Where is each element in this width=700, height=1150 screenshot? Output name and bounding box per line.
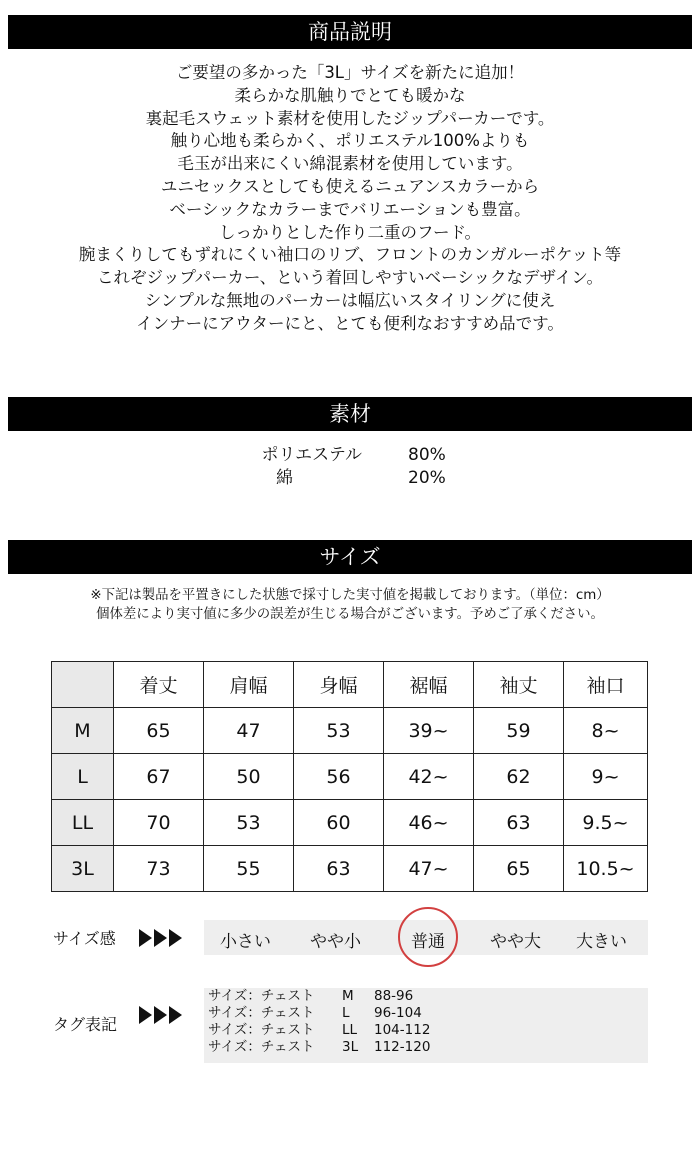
description-line: 裏起毛スウェット素材を使用したジップパーカーです。 — [145, 108, 555, 128]
fit-option: やや小 — [310, 932, 361, 952]
tag-label: タグ表記 — [53, 1015, 118, 1034]
tag-size: LL — [342, 1022, 358, 1038]
tag-prefix: サイズ：チェスト — [208, 1039, 315, 1055]
tag-line — [204, 1039, 648, 1056]
table-cell: 42~ — [384, 754, 474, 800]
selected-circle — [398, 907, 458, 967]
tag-line — [204, 988, 648, 1005]
row-size-label: 3L — [52, 846, 114, 892]
table-cell: 62 — [474, 754, 564, 800]
table-cell: 53 — [294, 708, 384, 754]
column-header: 袖口 — [564, 662, 648, 708]
table-cell: 70 — [114, 800, 204, 846]
table-cell: 55 — [204, 846, 294, 892]
tag-prefix: サイズ：チェスト — [208, 1022, 315, 1038]
column-header: 肩幅 — [204, 662, 294, 708]
table-row — [52, 754, 648, 800]
tag-box — [204, 988, 648, 1063]
table-cell: 65 — [114, 708, 204, 754]
triple-arrow-icon — [139, 929, 182, 947]
description-line: インナーにアウターにと、とても便利なおすすめ品です。 — [136, 313, 564, 333]
tag-size: M — [342, 988, 354, 1004]
table-cell: 50 — [204, 754, 294, 800]
tag-range: 96-104 — [374, 1005, 422, 1021]
size-note: ※下記は製品を平置きにした状態で採寸した実寸値を掲載しております。（単位：cm） — [90, 588, 610, 603]
arrow-right-icon — [169, 929, 182, 947]
table-cell: 9~ — [564, 754, 648, 800]
table-cell: 47 — [204, 708, 294, 754]
description-line: 柔らかな肌触りでとても暖かな — [234, 85, 466, 105]
size-table-corner — [52, 662, 114, 708]
size-note: 個体差により実寸値に多少の誤差が生じる場合がございます。予めご了承ください。 — [96, 607, 604, 622]
material-header: 素材 — [8, 397, 692, 431]
tag-prefix: サイズ：チェスト — [208, 1005, 315, 1021]
table-cell: 63 — [294, 846, 384, 892]
tag-line — [204, 1005, 648, 1022]
material-percent: 20% — [408, 468, 446, 488]
arrow-right-icon — [139, 929, 152, 947]
description-line: 触り心地も柔らかく、ポリエステル100%よりも — [170, 131, 530, 151]
material-name: ポリエステル — [261, 445, 362, 465]
arrow-right-icon — [154, 1006, 167, 1024]
table-row — [52, 800, 648, 846]
size-header: サイズ — [8, 540, 692, 574]
tag-range: 112-120 — [374, 1039, 431, 1055]
table-cell: 65 — [474, 846, 564, 892]
row-size-label: L — [52, 754, 114, 800]
table-cell: 73 — [114, 846, 204, 892]
table-cell: 59 — [474, 708, 564, 754]
table-cell: 10.5~ — [564, 846, 648, 892]
table-cell: 39~ — [384, 708, 474, 754]
tag-size: 3L — [342, 1039, 359, 1055]
description-line: ご要望の多かった「3L」サイズを新たに追加！ — [175, 63, 525, 82]
tag-line — [204, 1022, 648, 1039]
material-row — [0, 444, 700, 467]
table-cell: 47~ — [384, 846, 474, 892]
table-row — [52, 708, 648, 754]
fit-option-selected: 普通 — [411, 932, 445, 952]
description-line: しっかりとした作り二重のフード。 — [218, 222, 482, 242]
tag-prefix: サイズ：チェスト — [208, 988, 315, 1004]
description-line: 毛玉が出来にくい綿混素材を使用しています。 — [177, 154, 523, 174]
description-line: 腕まくりしてもずれにくい袖口のリブ、フロントのカンガルーポケット等 — [78, 245, 622, 265]
description-text — [0, 62, 700, 336]
arrow-right-icon — [139, 1006, 152, 1024]
triple-arrow-icon — [139, 1006, 182, 1024]
size-table-header-row — [52, 662, 648, 708]
table-cell: 46~ — [384, 800, 474, 846]
tag-range: 104-112 — [374, 1022, 431, 1038]
table-cell: 60 — [294, 800, 384, 846]
fit-option: 小さい — [220, 932, 271, 952]
table-row — [52, 846, 648, 892]
description-line: シンプルな無地のパーカーは幅広いスタイリングに使え — [144, 290, 556, 310]
tag-size: L — [342, 1005, 350, 1021]
description-line: ユニセックスとしても使えるニュアンスカラーから — [160, 176, 540, 196]
description-line: ベーシックなカラーまでバリエーションも豊富。 — [169, 199, 531, 219]
material-name: 綿 — [276, 468, 293, 488]
fit-option: やや大 — [490, 932, 541, 952]
fit-label: サイズ感 — [53, 929, 116, 948]
row-size-label: M — [52, 708, 114, 754]
row-size-label: LL — [52, 800, 114, 846]
column-header: 袖丈 — [474, 662, 564, 708]
arrow-right-icon — [154, 929, 167, 947]
description-header: 商品説明 — [8, 15, 692, 49]
material-list — [0, 444, 700, 490]
column-header: 身幅 — [294, 662, 384, 708]
description-line: これぞジップパーカー、という着回しやすいベーシックなデザイン。 — [96, 268, 604, 288]
table-cell: 53 — [204, 800, 294, 846]
column-header: 着丈 — [114, 662, 204, 708]
table-cell: 56 — [294, 754, 384, 800]
material-row — [0, 467, 700, 490]
size-notes — [0, 586, 700, 624]
table-cell: 8~ — [564, 708, 648, 754]
size-table — [51, 661, 648, 892]
table-cell: 9.5~ — [564, 800, 648, 846]
material-percent: 80% — [408, 445, 446, 465]
column-header: 裾幅 — [384, 662, 474, 708]
tag-range: 88-96 — [374, 988, 414, 1004]
table-cell: 67 — [114, 754, 204, 800]
table-cell: 63 — [474, 800, 564, 846]
arrow-right-icon — [169, 1006, 182, 1024]
fit-option: 大きい — [576, 932, 627, 952]
